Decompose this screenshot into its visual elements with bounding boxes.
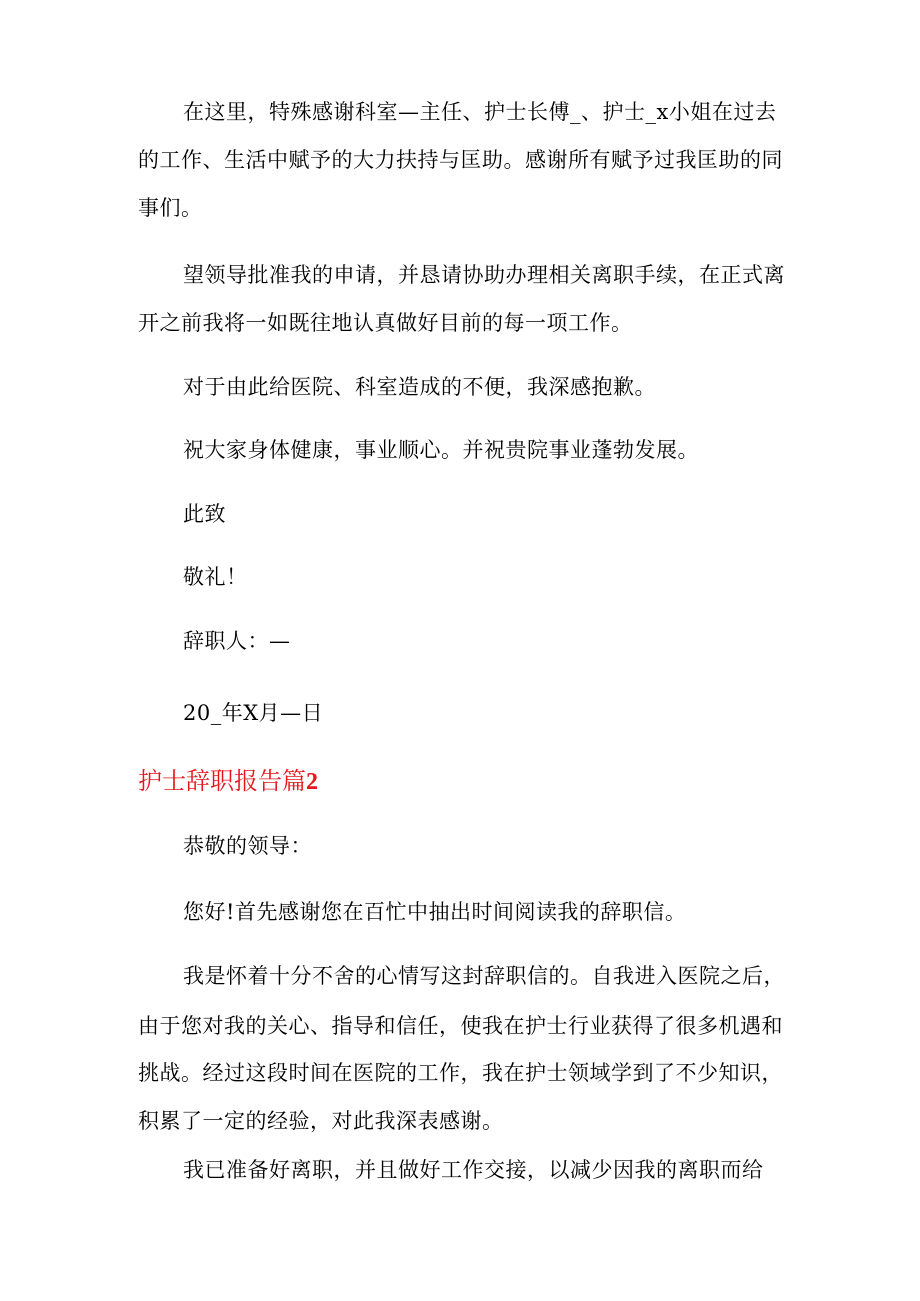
section-heading-title: 护士辞职报告篇 xyxy=(138,767,306,795)
signer-text: 辞职人：— xyxy=(183,629,291,653)
paragraph-feelings-line-3: 挑战。经过这段时间在医院的工作，我在护士领域学到了不少知识， xyxy=(138,1061,783,1085)
paragraph-thanks-line-1: 在这里，特殊感谢科室—主任、护士长傅_、护士_x小姐在过去 xyxy=(183,100,777,124)
paragraph-intro: 您好!首先感谢您在百忙中抽出时间阅读我的辞职信。 xyxy=(183,900,687,924)
paragraph-thanks-line-3: 事们。 xyxy=(138,196,203,220)
paragraph-feelings-line-4: 积累了一定的经验，对此我深表感谢。 xyxy=(138,1109,504,1133)
paragraph-thanks-line-2: 的工作、生活中赋予的大力扶持与匡助。感谢所有赋予过我匡助的同 xyxy=(138,148,783,172)
paragraph-feelings-line-1: 我是怀着十分不舍的心情写这封辞职信的。自我进入医院之后， xyxy=(183,964,785,988)
section-heading-number: 2 xyxy=(306,769,318,795)
paragraph-handover-line-1: 我已准备好离职，并且做好工作交接，以减少因我的离职而给 xyxy=(183,1158,764,1182)
greeting-text: 恭敬的领导： xyxy=(183,834,312,858)
date-text: 20_年X月—日 xyxy=(183,701,324,725)
section-heading xyxy=(138,766,318,797)
salute-text: 敬礼！ xyxy=(183,565,248,589)
paragraph-wish: 祝大家身体健康，事业顺心。并祝贵院事业蓬勃发展。 xyxy=(183,438,699,462)
paragraph-request-line-2: 开之前我将一如既往地认真做好目前的每一项工作。 xyxy=(138,311,633,335)
paragraph-feelings-line-2: 由于您对我的关心、指导和信任，使我在护士行业获得了很多机遇和 xyxy=(138,1014,783,1038)
closing-text: 此致 xyxy=(183,502,226,526)
paragraph-apology: 对于由此给医院、科室造成的不便，我深感抱歉。 xyxy=(183,375,656,399)
paragraph-request-line-1: 望领导批准我的申请，并恳请协助办理相关离职手续，在正式离 xyxy=(183,263,785,287)
